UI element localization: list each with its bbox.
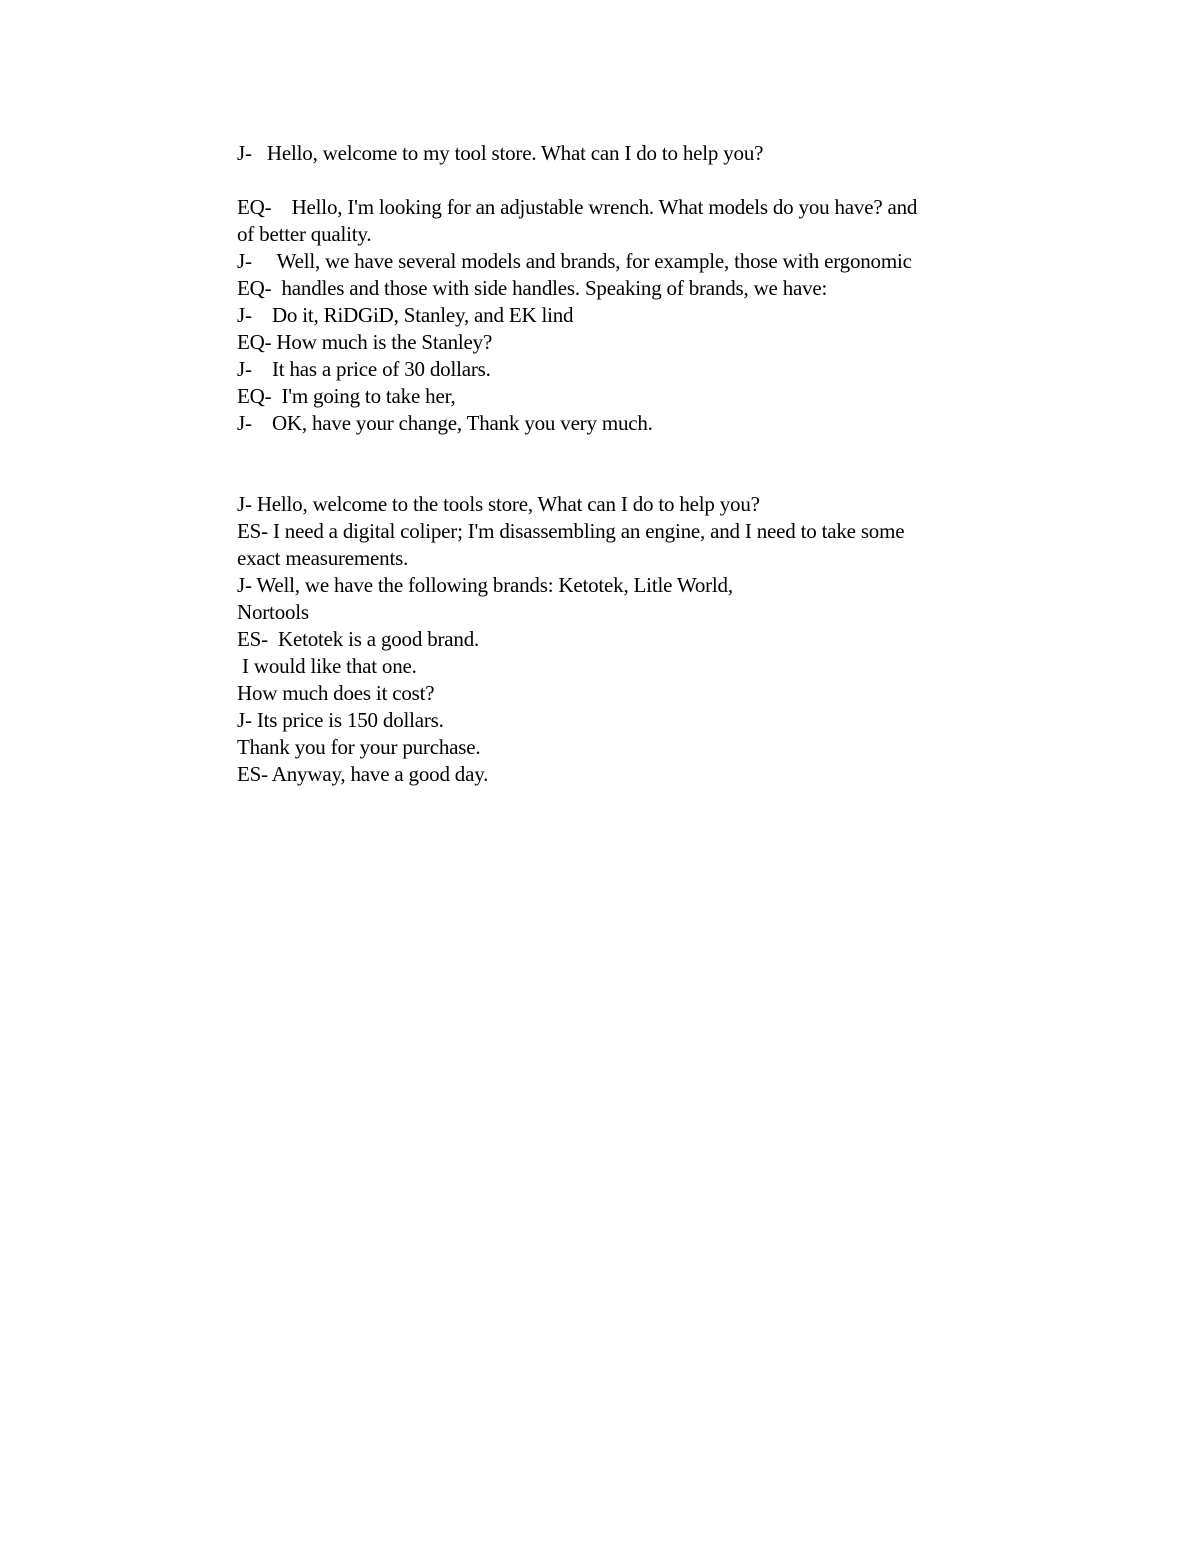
dialogue-line: EQ- How much is the Stanley?: [237, 330, 493, 354]
dialogue-line: J- Do it, RiDGiD, Stanley, and EK lind: [237, 303, 574, 327]
dialogue-line: EQ- I'm going to take her,: [237, 384, 456, 408]
document-page: [237, 140, 1037, 788]
dialogue-wrench: [237, 140, 1037, 437]
dialogue-caliper: [237, 491, 1037, 788]
dialogue-line: How much does it cost?: [237, 681, 435, 705]
dialogue-line: Thank you for your purchase.: [237, 735, 481, 759]
dialogue-line: exact measurements.: [237, 546, 409, 570]
dialogue-line: J- Its price is 150 dollars.: [237, 708, 444, 732]
dialogue-line: J- Hello, welcome to my tool store. What can I do to help you?: [237, 141, 764, 165]
dialogue-line: J- It has a price of 30 dollars.: [237, 357, 491, 381]
dialogue-line: ES- Anyway, have a good day.: [237, 762, 489, 786]
dialogue-line: EQ- Hello, I'm looking for an adjustable wrench. What models do you have? and: [237, 195, 918, 219]
section-gap: [237, 437, 1037, 491]
dialogue-line: Nortools: [237, 600, 309, 624]
dialogue-line: J- Hello, welcome to the tools store, What can I do to help you?: [237, 492, 760, 516]
dialogue-line: J- Well, we have the following brands: Ketotek, Litle World,: [237, 573, 733, 597]
dialogue-line: ES- Ketotek is a good brand.: [237, 627, 480, 651]
dialogue-line: of better quality.: [237, 222, 372, 246]
dialogue-line: ES- I need a digital coliper; I'm disassembling an engine, and I need to take some: [237, 519, 905, 543]
dialogue-line: EQ- handles and those with side handles. Speaking of brands, we have:: [237, 276, 828, 300]
dialogue-line: J- Well, we have several models and brands, for example, those with ergonomic: [237, 249, 912, 273]
dialogue-line: J- OK, have your change, Thank you very much.: [237, 411, 653, 435]
paragraph-gap: [237, 167, 1037, 194]
dialogue-line: I would like that one.: [237, 654, 417, 678]
